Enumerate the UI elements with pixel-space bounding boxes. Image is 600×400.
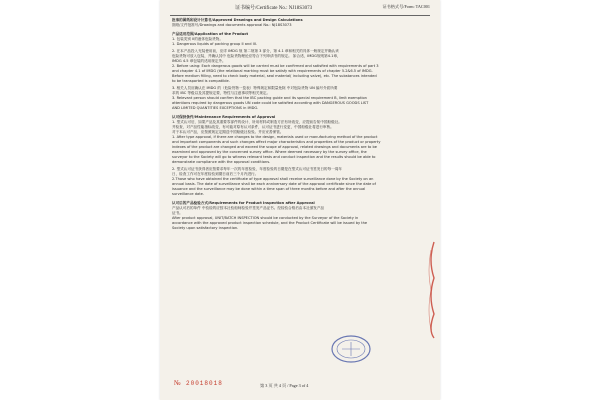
section-line: 2. 型式认可证书获得者应按要求每年一次的年度检验，年度检验的日期是在型式认可证书签发日的每一周年 — [172, 167, 342, 171]
section-line: 危险货物可放入包装，并确认其中 危险货物理论应符合下列申请书的规定。 如合适，IMDG规则第4.1章， — [172, 54, 341, 58]
section-heading-maintenance: 认可保持条件/Maintenance Requirements of Approval — [172, 115, 276, 119]
section-line: Society upon satisfactory inspection. — [172, 226, 239, 230]
section-line: AND LIMITED QUANTITIES EXCEPTIONS in IMDG. — [172, 106, 259, 110]
section-line: 3. 相关人员应确认在 IMDG 的（危险货物一览表）特殊规定和限量免除 中对危险货物 UN 编号介质所要 — [172, 86, 338, 90]
section-line: indexes of the product are changed and exceed the scope of approval, related drawings and documents are to be — [172, 145, 377, 149]
section-line: 2. 在本产品投入充装使用前，应详 IMDG 规 第二规第 3 部分，第 4.1 章和相关的具体一般规定并确认该 — [172, 49, 339, 53]
section-line: 证书。 — [172, 211, 183, 215]
section-line: 产品认可后的单件 中验检的应按本社验船师检验并签发产品证书。经检验合格后由本社颁发产品 — [172, 206, 325, 210]
section-heading-application: 产品适用范围/Application of the Product — [172, 32, 249, 36]
section-heading-drawings: 批准的图纸和设计计算书/Approved Drawings and Design Calculations — [172, 18, 303, 22]
certificate-body — [172, 16, 427, 231]
section-line: and chapter 4.1 of IMDG (the relational marking must be satisfy with requirements of chapter 5.2&6.5 of IMDG. — [172, 69, 373, 73]
section-line: 3. Relevant person should confirm that the IBC packing guide and its special requirement B, limit exemption — [172, 96, 367, 100]
section-line: After product approval, UNIT/BATCH INSPECTION should be conducted by the Surveyor of the Society in — [172, 216, 359, 220]
section-line: attentions required by dangerous goods UN code could be satisfied according with DANGEROUS GOODS LIST — [172, 101, 369, 105]
serial-number-label: № — [174, 379, 181, 387]
edge-seal-stamp-icon — [425, 240, 437, 340]
section-line: 1. After type approval, if there are changes to the design, materials used or manufacturing method of the product — [172, 135, 378, 139]
form-number: 证书格式号/Form: TAC001 — [382, 4, 430, 9]
section-heading-inspection: 认可后的产品检验方式/Requirements for Product Inspection after Approval — [172, 201, 315, 205]
section-line: 日，检查工作可在年度检验到期日前后三个月内进行。 — [172, 172, 259, 176]
section-line: examined and approved by the concerned survey office. Where deemed necessary by the survey office, the — [172, 150, 367, 154]
section-line: Before medium filling, need to check body material, seal material( including valve), etc. The substances intended — [172, 74, 377, 78]
section-line: issuance and the surveillance may be done within a time span of three months before and after the annual — [172, 187, 366, 191]
section-line: 图纸/文件批准号/Drawings and documents approval No.: NJ18S3073 — [172, 23, 292, 27]
section-line: surveillance date. — [172, 192, 205, 196]
section-line: 2.Those who have obtained the certificate of type approval shall receive surveillance done by the Society on an — [172, 177, 374, 181]
section-line: and important components and such changes affect major characteristics and properties of the product or property — [172, 140, 381, 144]
section-line: 1. 型式认可后，如果产品及其重要零部件的设计、所用材料或制造方法有所改变，应提前告知中国船级社。 — [172, 120, 342, 124]
section-line: 并检查，对产品性能指标改变，有可能对原有认可条件，认可证书进行变更，中国船级社将进行审核。 — [172, 125, 334, 129]
page-indicator: 第 3 页 共 4 页 / Page 3 of 4 — [260, 383, 309, 388]
section-line: IMDG 4.5 章包装的适用规定外。 — [172, 59, 226, 63]
section-line: annual basis. The date of surveillance shall be each anniversary date of the approval certificate since the date of — [172, 182, 376, 186]
certificate-number: 证书编号/Certificate No.: NJ18S3073 — [235, 6, 313, 11]
certificate-page — [160, 0, 440, 400]
section-line: 对于本认可产品，应按照规定定期送中国船级社检验。并应妥善保管。 — [172, 130, 284, 134]
section-line: to be transported is compatible. — [172, 79, 230, 83]
society-seal-icon — [330, 334, 372, 364]
section-line: demonstrate compliance with the approval conditions. — [172, 160, 271, 164]
section-line: 1. 包装类别 II的液体危险货物。 — [172, 37, 223, 41]
serial-number: 20018018 — [186, 380, 223, 387]
section-line: 1. Dangerous liquids of packing group II and III. — [172, 42, 257, 46]
section-line: accordance with the approved product inspection schedule, and the Product Certificate will be issued by the — [172, 221, 368, 225]
section-line: 求的 IBC 等级以及其提规定要，特性与注意事项等相关规定。 — [172, 91, 271, 95]
section-line: 2. Before using: Each dangerous goods will be carried must be confirmed and satisfied with requirements of part 3 — [172, 64, 379, 68]
section-line: surveyor to the Society will go to witness relevant tests and conduct inspection and the results should be able to — [172, 155, 376, 159]
certificate-header — [160, 4, 440, 16]
